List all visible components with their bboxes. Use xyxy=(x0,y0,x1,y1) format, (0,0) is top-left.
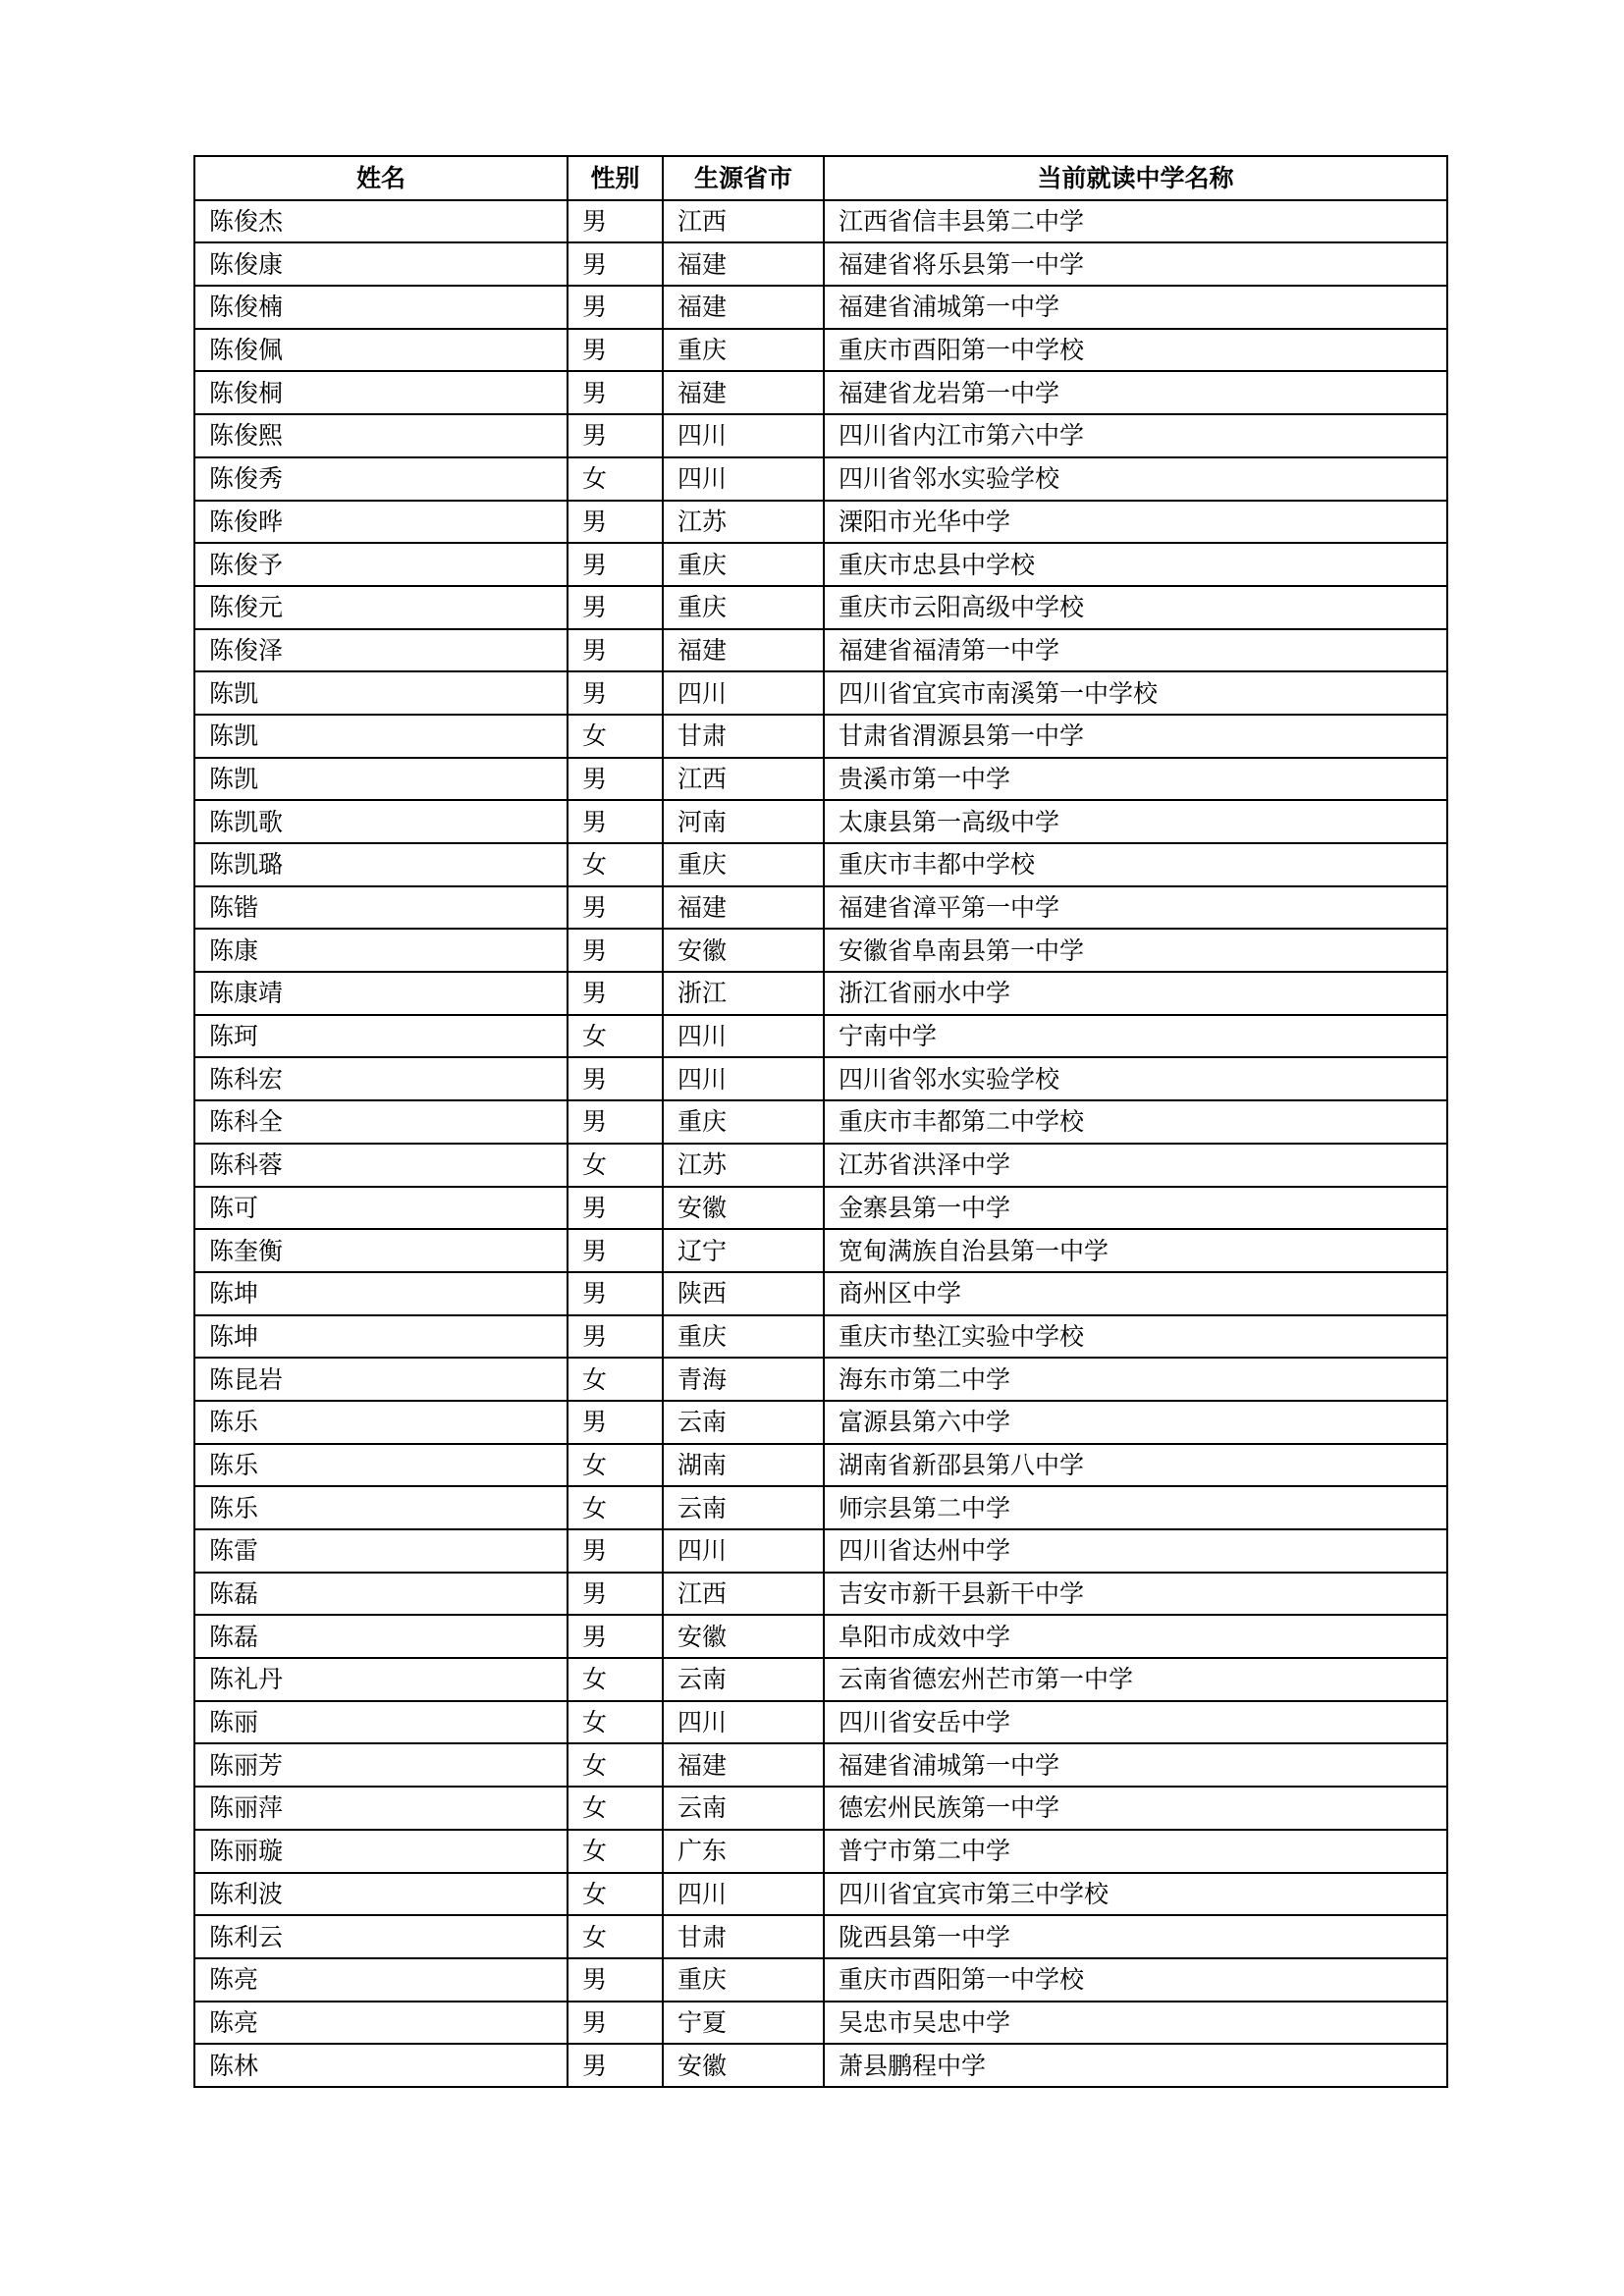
cell-gender: 女 xyxy=(568,1787,663,1830)
cell-name: 陈坤 xyxy=(194,1315,568,1359)
cell-province: 安徽 xyxy=(663,929,824,972)
cell-school: 云南省德宏州芒市第一中学 xyxy=(824,1658,1447,1701)
cell-province: 辽宁 xyxy=(663,1229,824,1272)
cell-school: 重庆市酉阳第一中学校 xyxy=(824,1958,1447,2002)
cell-school: 福建省漳平第一中学 xyxy=(824,886,1447,930)
table-row xyxy=(194,200,1447,243)
table-header-row xyxy=(194,156,1447,200)
cell-province: 福建 xyxy=(663,286,824,329)
cell-school: 重庆市垫江实验中学校 xyxy=(824,1315,1447,1359)
cell-gender: 男 xyxy=(568,1315,663,1359)
cell-school: 普宁市第二中学 xyxy=(824,1830,1447,1873)
cell-gender: 女 xyxy=(568,715,663,758)
cell-school: 甘肃省渭源县第一中学 xyxy=(824,715,1447,758)
table-row xyxy=(194,457,1447,501)
cell-gender: 男 xyxy=(568,329,663,372)
cell-name: 陈珂 xyxy=(194,1015,568,1058)
cell-school: 吉安市新干县新干中学 xyxy=(824,1573,1447,1616)
cell-name: 陈俊元 xyxy=(194,586,568,629)
cell-name: 陈锴 xyxy=(194,886,568,930)
cell-school: 四川省安岳中学 xyxy=(824,1701,1447,1744)
cell-gender: 男 xyxy=(568,1615,663,1658)
cell-province: 四川 xyxy=(663,671,824,715)
table-row xyxy=(194,1401,1447,1444)
cell-gender: 男 xyxy=(568,800,663,843)
table-row xyxy=(194,1915,1447,1958)
cell-school: 重庆市丰都中学校 xyxy=(824,843,1447,886)
cell-province: 重庆 xyxy=(663,843,824,886)
cell-province: 云南 xyxy=(663,1401,824,1444)
cell-gender: 女 xyxy=(568,457,663,501)
table-row xyxy=(194,414,1447,457)
cell-name: 陈俊熙 xyxy=(194,414,568,457)
cell-name: 陈礼丹 xyxy=(194,1658,568,1701)
table-row xyxy=(194,1701,1447,1744)
table-row xyxy=(194,1229,1447,1272)
table-row xyxy=(194,501,1447,544)
table-row xyxy=(194,1743,1447,1787)
table-row xyxy=(194,371,1447,414)
cell-school: 宁南中学 xyxy=(824,1015,1447,1058)
table-row xyxy=(194,1444,1447,1487)
table-row xyxy=(194,1873,1447,1916)
table-row xyxy=(194,886,1447,930)
cell-gender: 男 xyxy=(568,1401,663,1444)
cell-school: 四川省内江市第六中学 xyxy=(824,414,1447,457)
cell-name: 陈凯歌 xyxy=(194,800,568,843)
cell-province: 四川 xyxy=(663,414,824,457)
cell-school: 富源县第六中学 xyxy=(824,1401,1447,1444)
cell-school: 海东市第二中学 xyxy=(824,1358,1447,1401)
cell-gender: 男 xyxy=(568,629,663,672)
cell-province: 宁夏 xyxy=(663,2002,824,2045)
cell-gender: 男 xyxy=(568,242,663,286)
cell-name: 陈俊楠 xyxy=(194,286,568,329)
cell-name: 陈乐 xyxy=(194,1444,568,1487)
cell-province: 浙江 xyxy=(663,972,824,1015)
cell-name: 陈昆岩 xyxy=(194,1358,568,1401)
cell-school: 重庆市酉阳第一中学校 xyxy=(824,329,1447,372)
table-row xyxy=(194,800,1447,843)
cell-name: 陈凯璐 xyxy=(194,843,568,886)
cell-gender: 女 xyxy=(568,1701,663,1744)
cell-gender: 女 xyxy=(568,1658,663,1701)
cell-gender: 女 xyxy=(568,1444,663,1487)
cell-province: 四川 xyxy=(663,1057,824,1100)
cell-province: 重庆 xyxy=(663,1315,824,1359)
table-row xyxy=(194,242,1447,286)
cell-school: 福建省浦城第一中学 xyxy=(824,286,1447,329)
cell-province: 青海 xyxy=(663,1358,824,1401)
cell-province: 四川 xyxy=(663,1873,824,1916)
cell-name: 陈丽萍 xyxy=(194,1787,568,1830)
cell-province: 四川 xyxy=(663,457,824,501)
cell-province: 河南 xyxy=(663,800,824,843)
cell-gender: 男 xyxy=(568,200,663,243)
cell-province: 安徽 xyxy=(663,2044,824,2087)
header-province: 生源省市 xyxy=(663,156,824,200)
cell-name: 陈科宏 xyxy=(194,1057,568,1100)
cell-name: 陈康 xyxy=(194,929,568,972)
table-row xyxy=(194,1529,1447,1573)
cell-province: 重庆 xyxy=(663,586,824,629)
cell-school: 萧县鹏程中学 xyxy=(824,2044,1447,2087)
cell-name: 陈丽璇 xyxy=(194,1830,568,1873)
cell-name: 陈康靖 xyxy=(194,972,568,1015)
cell-school: 阜阳市成效中学 xyxy=(824,1615,1447,1658)
table-row xyxy=(194,1830,1447,1873)
cell-gender: 女 xyxy=(568,1873,663,1916)
cell-gender: 男 xyxy=(568,2044,663,2087)
table-row xyxy=(194,715,1447,758)
cell-school: 福建省浦城第一中学 xyxy=(824,1743,1447,1787)
cell-province: 甘肃 xyxy=(663,1915,824,1958)
cell-name: 陈林 xyxy=(194,2044,568,2087)
cell-province: 四川 xyxy=(663,1529,824,1573)
cell-school: 四川省宜宾市第三中学校 xyxy=(824,1873,1447,1916)
cell-name: 陈磊 xyxy=(194,1573,568,1616)
cell-province: 陕西 xyxy=(663,1272,824,1315)
cell-gender: 男 xyxy=(568,371,663,414)
cell-school: 重庆市云阳高级中学校 xyxy=(824,586,1447,629)
header-school: 当前就读中学名称 xyxy=(824,156,1447,200)
cell-school: 吴忠市吴忠中学 xyxy=(824,2002,1447,2045)
cell-name: 陈可 xyxy=(194,1187,568,1230)
table-row xyxy=(194,1787,1447,1830)
table-row xyxy=(194,1658,1447,1701)
cell-name: 陈奎衡 xyxy=(194,1229,568,1272)
cell-gender: 男 xyxy=(568,286,663,329)
cell-school: 金寨县第一中学 xyxy=(824,1187,1447,1230)
cell-gender: 男 xyxy=(568,2002,663,2045)
table-row xyxy=(194,758,1447,801)
table-row xyxy=(194,1057,1447,1100)
cell-gender: 男 xyxy=(568,501,663,544)
cell-name: 陈科蓉 xyxy=(194,1144,568,1187)
cell-name: 陈俊佩 xyxy=(194,329,568,372)
cell-school: 福建省龙岩第一中学 xyxy=(824,371,1447,414)
cell-school: 宽甸满族自治县第一中学 xyxy=(824,1229,1447,1272)
cell-school: 福建省将乐县第一中学 xyxy=(824,242,1447,286)
cell-province: 云南 xyxy=(663,1658,824,1701)
cell-school: 商州区中学 xyxy=(824,1272,1447,1315)
table-row xyxy=(194,972,1447,1015)
cell-name: 陈丽芳 xyxy=(194,1743,568,1787)
cell-gender: 男 xyxy=(568,1100,663,1144)
cell-province: 福建 xyxy=(663,242,824,286)
cell-name: 陈俊晔 xyxy=(194,501,568,544)
cell-province: 重庆 xyxy=(663,329,824,372)
cell-name: 陈亮 xyxy=(194,2002,568,2045)
table-row xyxy=(194,329,1447,372)
cell-gender: 女 xyxy=(568,1358,663,1401)
table-row xyxy=(194,629,1447,672)
cell-school: 重庆市丰都第二中学校 xyxy=(824,1100,1447,1144)
cell-province: 江西 xyxy=(663,200,824,243)
cell-school: 四川省宜宾市南溪第一中学校 xyxy=(824,671,1447,715)
cell-name: 陈凯 xyxy=(194,715,568,758)
cell-province: 云南 xyxy=(663,1486,824,1529)
cell-province: 安徽 xyxy=(663,1615,824,1658)
cell-province: 甘肃 xyxy=(663,715,824,758)
cell-name: 陈乐 xyxy=(194,1401,568,1444)
cell-school: 师宗县第二中学 xyxy=(824,1486,1447,1529)
table-row xyxy=(194,286,1447,329)
cell-province: 福建 xyxy=(663,1743,824,1787)
cell-province: 重庆 xyxy=(663,1100,824,1144)
cell-gender: 男 xyxy=(568,1229,663,1272)
cell-gender: 男 xyxy=(568,1958,663,2002)
cell-school: 溧阳市光华中学 xyxy=(824,501,1447,544)
table-row xyxy=(194,1100,1447,1144)
table-row xyxy=(194,1486,1447,1529)
cell-gender: 男 xyxy=(568,758,663,801)
cell-province: 云南 xyxy=(663,1787,824,1830)
cell-school: 湖南省新邵县第八中学 xyxy=(824,1444,1447,1487)
cell-province: 四川 xyxy=(663,1015,824,1058)
cell-school: 四川省达州中学 xyxy=(824,1529,1447,1573)
cell-name: 陈利波 xyxy=(194,1873,568,1916)
cell-name: 陈凯 xyxy=(194,671,568,715)
cell-school: 德宏州民族第一中学 xyxy=(824,1787,1447,1830)
table-row xyxy=(194,1015,1447,1058)
cell-school: 福建省福清第一中学 xyxy=(824,629,1447,672)
cell-name: 陈凯 xyxy=(194,758,568,801)
cell-name: 陈俊予 xyxy=(194,543,568,586)
cell-name: 陈俊桐 xyxy=(194,371,568,414)
table-row xyxy=(194,1187,1447,1230)
table-row xyxy=(194,1573,1447,1616)
table-row xyxy=(194,1315,1447,1359)
cell-school: 江西省信丰县第二中学 xyxy=(824,200,1447,243)
cell-gender: 男 xyxy=(568,972,663,1015)
cell-province: 湖南 xyxy=(663,1444,824,1487)
table-row xyxy=(194,843,1447,886)
table-row xyxy=(194,1358,1447,1401)
table-row xyxy=(194,929,1447,972)
cell-gender: 女 xyxy=(568,1486,663,1529)
cell-province: 四川 xyxy=(663,1701,824,1744)
cell-gender: 男 xyxy=(568,671,663,715)
cell-gender: 男 xyxy=(568,1187,663,1230)
cell-name: 陈俊秀 xyxy=(194,457,568,501)
cell-name: 陈利云 xyxy=(194,1915,568,1958)
table-row xyxy=(194,2044,1447,2087)
cell-name: 陈乐 xyxy=(194,1486,568,1529)
cell-province: 江西 xyxy=(663,1573,824,1616)
cell-gender: 男 xyxy=(568,929,663,972)
cell-province: 广东 xyxy=(663,1830,824,1873)
cell-name: 陈坤 xyxy=(194,1272,568,1315)
cell-gender: 男 xyxy=(568,1573,663,1616)
cell-gender: 男 xyxy=(568,586,663,629)
cell-name: 陈亮 xyxy=(194,1958,568,2002)
table-row xyxy=(194,1272,1447,1315)
cell-name: 陈科全 xyxy=(194,1100,568,1144)
cell-name: 陈俊杰 xyxy=(194,200,568,243)
cell-gender: 男 xyxy=(568,1529,663,1573)
cell-province: 福建 xyxy=(663,371,824,414)
table-row xyxy=(194,586,1447,629)
cell-province: 福建 xyxy=(663,886,824,930)
cell-gender: 女 xyxy=(568,1915,663,1958)
cell-gender: 男 xyxy=(568,543,663,586)
table-row xyxy=(194,671,1447,715)
cell-school: 重庆市忠县中学校 xyxy=(824,543,1447,586)
cell-gender: 男 xyxy=(568,1272,663,1315)
cell-school: 江苏省洪泽中学 xyxy=(824,1144,1447,1187)
cell-name: 陈雷 xyxy=(194,1529,568,1573)
header-gender: 性别 xyxy=(568,156,663,200)
cell-province: 福建 xyxy=(663,629,824,672)
header-name: 姓名 xyxy=(194,156,568,200)
cell-school: 四川省邻水实验学校 xyxy=(824,1057,1447,1100)
cell-name: 陈俊康 xyxy=(194,242,568,286)
cell-gender: 女 xyxy=(568,1015,663,1058)
cell-school: 四川省邻水实验学校 xyxy=(824,457,1447,501)
cell-gender: 女 xyxy=(568,1830,663,1873)
cell-school: 陇西县第一中学 xyxy=(824,1915,1447,1958)
cell-province: 重庆 xyxy=(663,543,824,586)
cell-school: 浙江省丽水中学 xyxy=(824,972,1447,1015)
cell-school: 安徽省阜南县第一中学 xyxy=(824,929,1447,972)
cell-province: 江苏 xyxy=(663,1144,824,1187)
cell-province: 江西 xyxy=(663,758,824,801)
cell-gender: 女 xyxy=(568,1144,663,1187)
cell-province: 重庆 xyxy=(663,1958,824,2002)
cell-province: 安徽 xyxy=(663,1187,824,1230)
cell-gender: 男 xyxy=(568,1057,663,1100)
cell-gender: 女 xyxy=(568,843,663,886)
cell-gender: 男 xyxy=(568,414,663,457)
cell-name: 陈丽 xyxy=(194,1701,568,1744)
table-row xyxy=(194,543,1447,586)
cell-name: 陈磊 xyxy=(194,1615,568,1658)
cell-school: 太康县第一高级中学 xyxy=(824,800,1447,843)
cell-province: 江苏 xyxy=(663,501,824,544)
table-row xyxy=(194,1144,1447,1187)
cell-gender: 男 xyxy=(568,886,663,930)
student-table xyxy=(193,155,1448,2088)
cell-gender: 女 xyxy=(568,1743,663,1787)
cell-name: 陈俊泽 xyxy=(194,629,568,672)
cell-school: 贵溪市第一中学 xyxy=(824,758,1447,801)
table-row xyxy=(194,1615,1447,1658)
table-row xyxy=(194,1958,1447,2002)
table-row xyxy=(194,2002,1447,2045)
